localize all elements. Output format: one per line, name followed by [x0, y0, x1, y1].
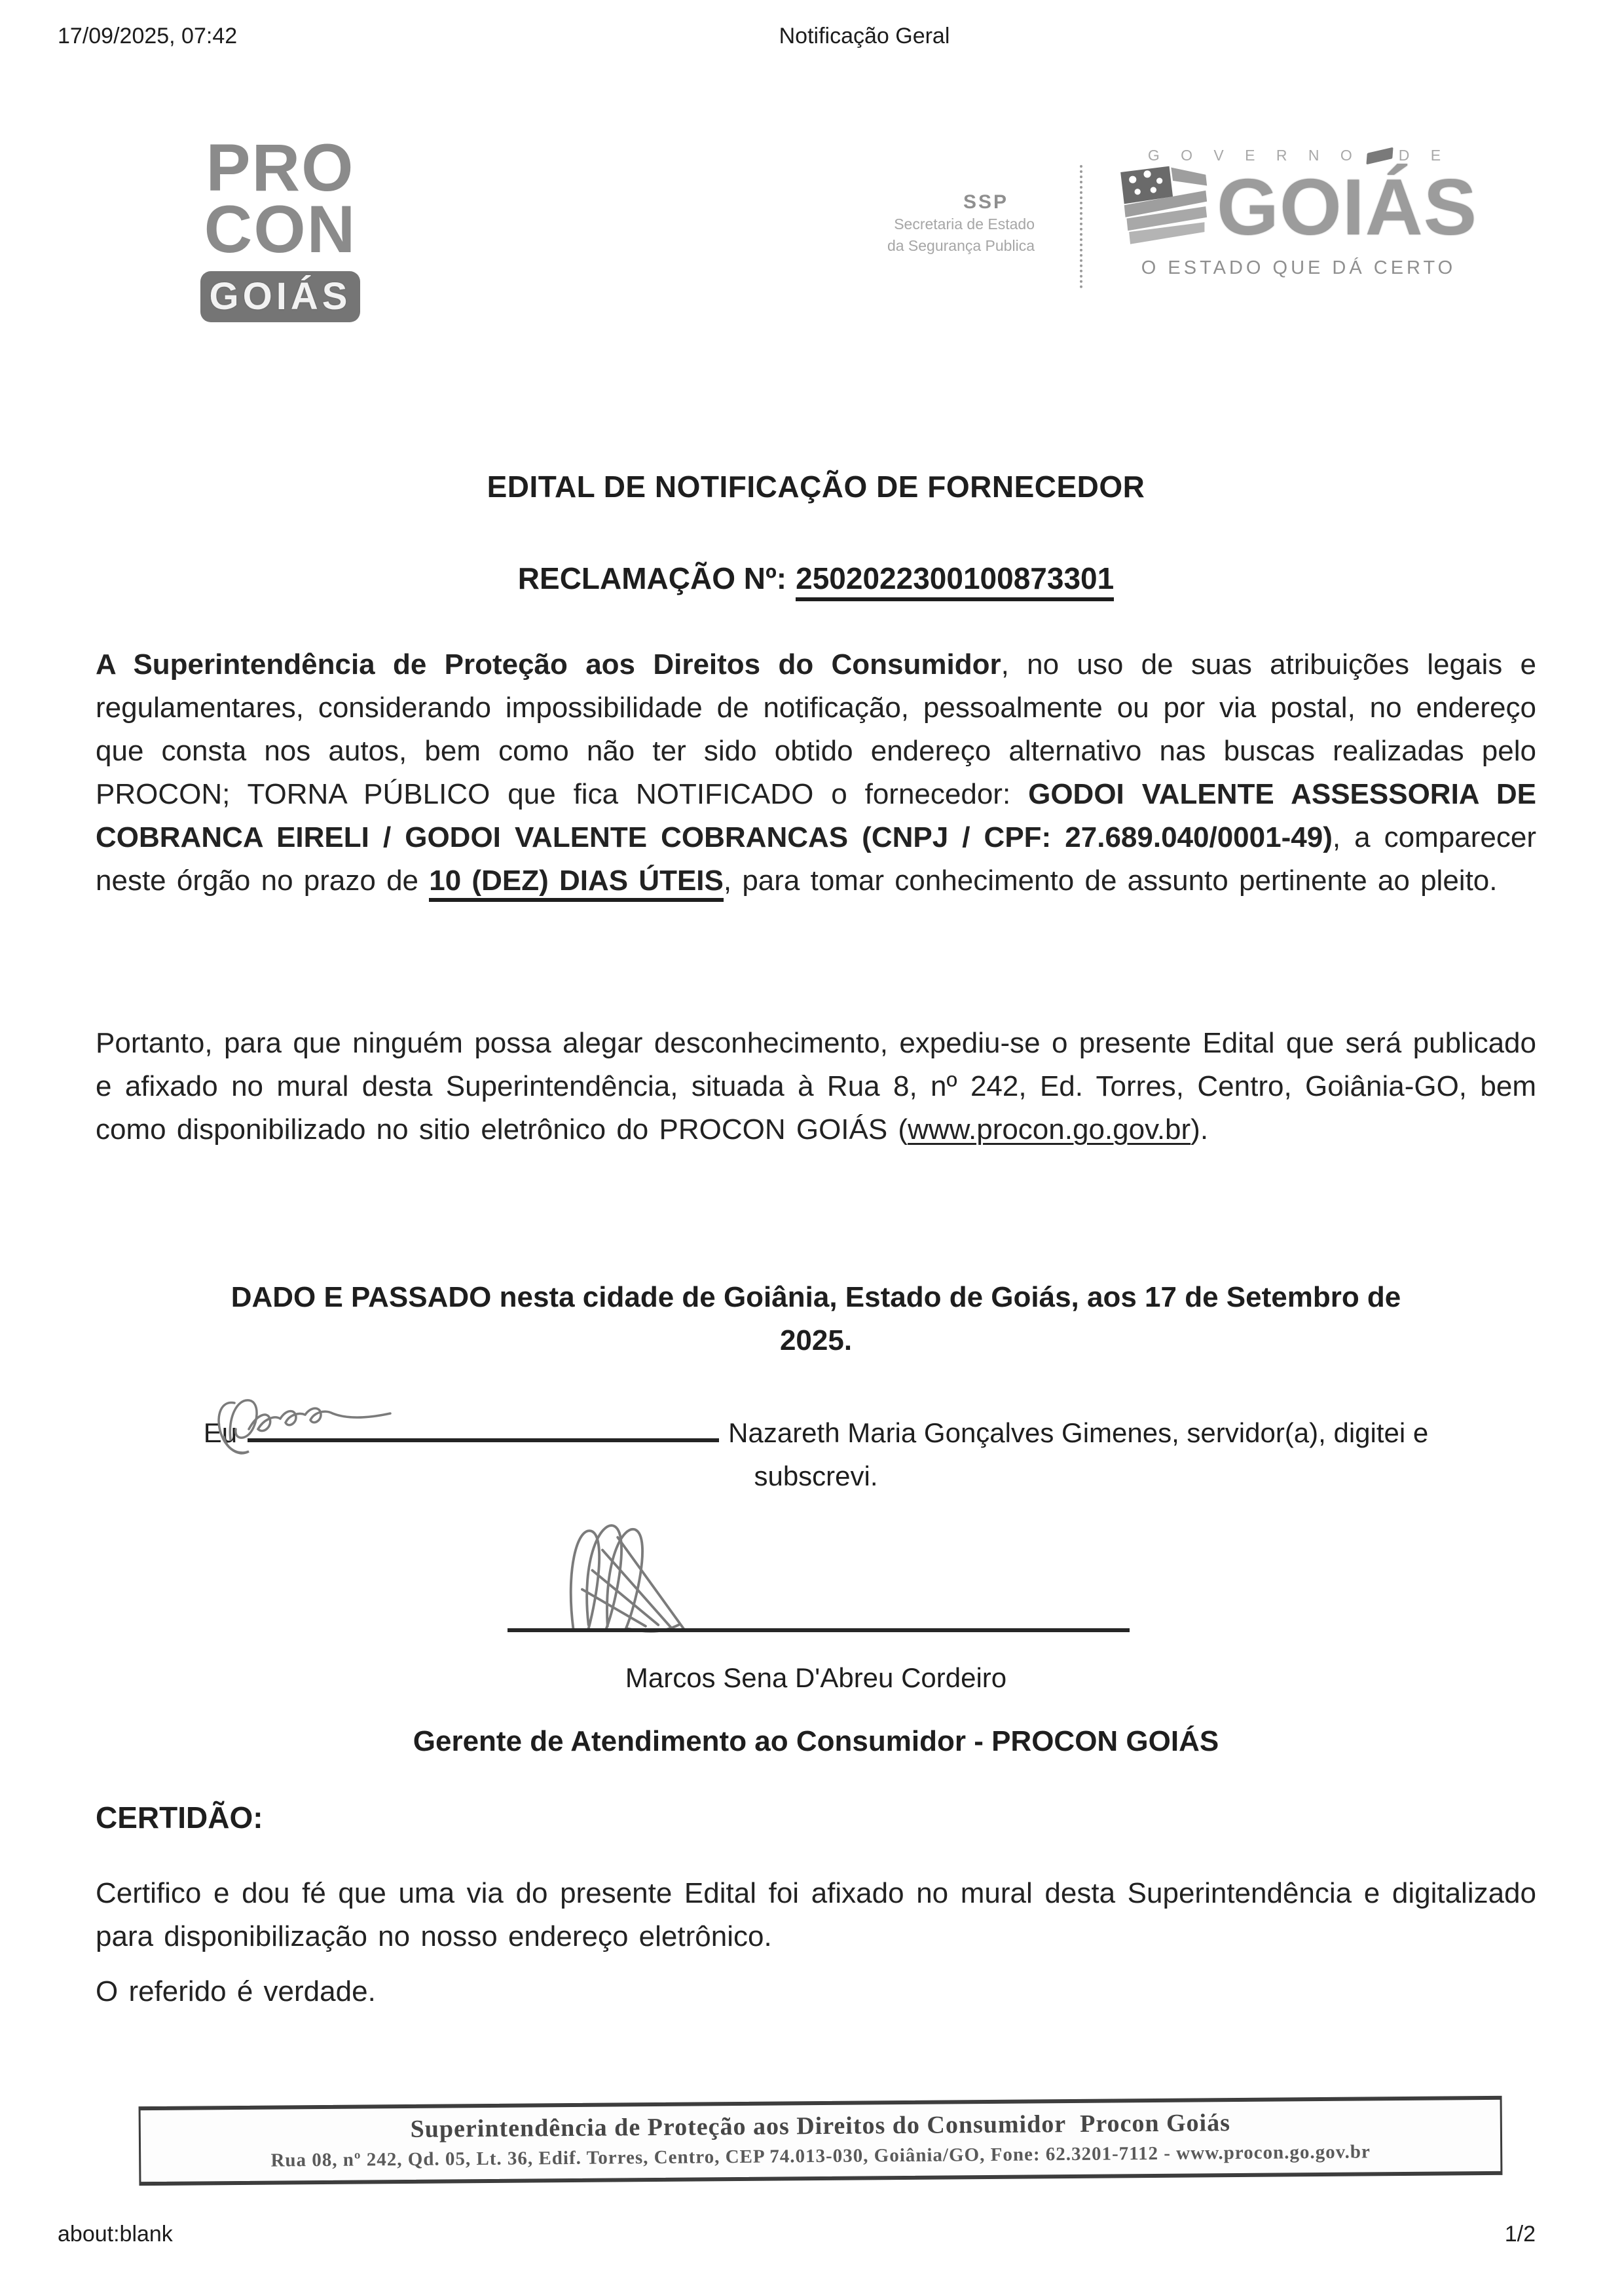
- institution-address: Rua 08, nº 242, Qd. 05, Lt. 36, Edif. Torres, Centro, CEP 74.013-030, Goiânia/GO, Fone: 62.3201-7112 - www.procon.go.gov.br: [270, 2141, 1371, 2171]
- manager-signature-scribble: [562, 1512, 765, 1633]
- claim-label: RECLAMAÇÃO Nº:: [517, 561, 787, 595]
- supplier-name-bold-text: GODOI VALENTE ASSESSORIA DE COBRANCA EIRELI / GODOI VALENTE COBRANCAS (CNPJ / CPF: 27.689.040/0001-49): [96, 778, 1536, 853]
- edital-title: EDITAL DE NOTIFICAÇÃO DE FORNECEDOR: [487, 470, 1145, 504]
- procon-logo-word-bottom: CON: [204, 191, 357, 267]
- notification-paragraph: [96, 643, 1536, 903]
- claim-line: [96, 561, 1536, 596]
- de-label: D E: [1398, 147, 1450, 164]
- procon-logo-word-top: PRO: [206, 130, 355, 205]
- governo-de-goias-logo: [1113, 147, 1484, 279]
- paragraph1-body1: , no uso de suas atribuições legais e regulamentares, considerando impossibilidade de notificação, pessoalmente ou por via postal, no endereço que consta nos autos, bem como não ter sido obtido endereço alternativo nas buscas realizadas pelo PROCON; TORNA PÚBLICO que fica NOTIFICADO o fornecedor:: [96, 648, 1536, 810]
- governo-label: G O V E R N O: [1147, 147, 1361, 164]
- deadline-underlined-text: 10 (DEZ) DIAS ÚTEIS: [429, 865, 724, 902]
- claim-number: 2502022300100873301: [796, 561, 1114, 601]
- publication-paragraph: [96, 1022, 1536, 1151]
- manager-signature-line: [507, 1628, 1130, 1632]
- goias-logo-main: [1113, 160, 1484, 253]
- institution-name: Superintendência de Proteção aos Direitos do Consumidor Procon Goiás: [410, 2109, 1231, 2143]
- print-source-url: about:blank: [58, 2222, 173, 2247]
- paragraph2-body1: Portanto, para que ninguém possa alegar desconhecimento, expediu-se o presente Edital que será publicado e afixado no mural desta Superintendência, situada à Rua 8, nº 242, Ed. Torres, Centro, Goiânia-GO, bem como disponibilizado no sitio eletrônico do PROCON GOIÁS (: [96, 1027, 1536, 1146]
- goias-logo-name: GOIÁS: [1217, 162, 1478, 252]
- print-page-indicator: 1/2: [1504, 2222, 1536, 2247]
- ssp-logo: [858, 191, 1035, 257]
- paragraph1-body3: , para tomar conhecimento de assunto pertinente ao pleito.: [723, 865, 1498, 897]
- institution-footer-box: [139, 2096, 1503, 2186]
- print-datetime: 17/09/2025, 07:42: [58, 24, 238, 48]
- certidao-heading: CERTIDÃO:: [96, 1801, 263, 1835]
- procon-website-link: www.procon.go.gov.br: [908, 1113, 1191, 1146]
- clerk-prefix: Eu: [203, 1417, 238, 1448]
- issued-line2: 2025.: [779, 1324, 853, 1356]
- procon-logo-badge: [200, 271, 360, 322]
- superintendencia-bold-text: A Superintendência de Proteção aos Direitos do Consumidor: [96, 648, 1001, 681]
- procon-goias-logo: [200, 130, 360, 322]
- clerk-attestation: [96, 1408, 1536, 1498]
- logo-divider: [1080, 165, 1082, 288]
- ssp-dept-line2: da Segurança Publica: [887, 237, 1035, 255]
- clerk-signature-scribble: [215, 1374, 411, 1466]
- goias-logo-slogan: O ESTADO QUE DÁ CERTO: [1141, 257, 1456, 278]
- goias-flag-icon: [1113, 160, 1217, 253]
- paragraph1-body2: , a comparecer neste órgão no prazo de: [96, 821, 1536, 897]
- clerk-text-line1: Nazareth Maria Gonçalves Gimenes, servidor(a), digitei e: [728, 1417, 1429, 1448]
- clerk-signature-line: [248, 1408, 719, 1442]
- signer-name: Marcos Sena D'Abreu Cordeiro: [625, 1662, 1007, 1693]
- paragraph2-body2: ).: [1190, 1113, 1209, 1146]
- ssp-acronym: SSP: [963, 191, 1008, 213]
- clerk-text-line2: subscrevi.: [754, 1461, 878, 1491]
- issued-statement: [96, 1276, 1536, 1362]
- signer-role: Gerente de Atendimento ao Consumidor - PROCON GOIÁS: [413, 1725, 1219, 1757]
- print-document-title: Notificação Geral: [779, 24, 950, 48]
- ssp-dept-line1: Secretaria de Estado: [894, 215, 1035, 233]
- issued-line1: DADO E PASSADO nesta cidade de Goiânia, Estado de Goiás, aos 17 de Setembro de: [231, 1281, 1401, 1313]
- certidao-closing: O referido é verdade.: [96, 1975, 376, 2007]
- procon-logo-badge-label: GOIÁS: [209, 275, 352, 318]
- certidao-body: Certifico e dou fé que uma via do presente Edital foi afixado no mural desta Superintendência e digitalizado para disponibilização no nosso endereço eletrônico.: [96, 1877, 1536, 1952]
